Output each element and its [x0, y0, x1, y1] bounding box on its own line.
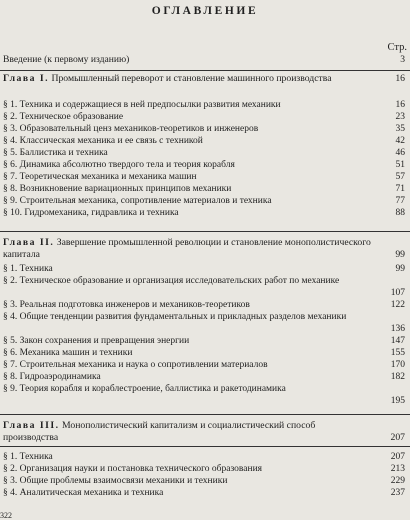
section-text: § 4. Классическая механика и ее связь с техникой — [3, 136, 203, 146]
section-entry — [3, 99, 405, 111]
section-text: § 10. Гидромеханика, гидравлика и техника — [3, 208, 179, 218]
intro-page: 3 — [400, 54, 405, 65]
section-entry — [3, 475, 405, 487]
section-entry — [3, 359, 405, 371]
divider — [0, 231, 410, 232]
section-page: 77 — [395, 196, 405, 206]
section-text: § 1. Техника — [3, 264, 53, 274]
section-page: 71 — [395, 184, 405, 194]
section-entry — [3, 299, 405, 311]
section-entry — [3, 487, 405, 499]
section-text: § 3. Образовательный ценз механиков-теоретиков и инженеров — [3, 124, 259, 134]
section-page: 35 — [395, 124, 405, 134]
section-page: 207 — [390, 452, 405, 462]
section-entry — [3, 183, 405, 195]
section-entry — [3, 171, 405, 183]
section-entry — [3, 159, 405, 171]
chapter-heading — [3, 73, 405, 85]
section-text: § 3. Общие проблемы взаимосвязи механики и техники — [3, 476, 228, 486]
section-entry — [3, 451, 405, 463]
section-page: 88 — [395, 208, 405, 218]
chapter-label: Глава I. — [3, 73, 50, 84]
section-page: 155 — [390, 348, 405, 358]
section-list — [3, 263, 405, 407]
section-entry — [3, 335, 405, 347]
section-entry — [3, 135, 405, 147]
section-text: § 2. Техническое образование — [3, 112, 124, 122]
section-page: 237 — [390, 488, 405, 498]
section-text: § 2. Организация науки и постановка технического образования — [3, 464, 263, 474]
section-entry — [3, 195, 405, 207]
toc-title: ОГЛАВЛЕНИЕ — [151, 5, 259, 17]
section-text: § 8. Гидроаэродинамика — [3, 372, 101, 382]
section-text: § 5. Баллистика и техника — [3, 148, 108, 158]
section-list — [3, 99, 405, 219]
section-text: § 1. Техника — [3, 452, 53, 462]
section-page: 42 — [395, 136, 405, 146]
section-text: § 9. Строительная механика, сопротивление материалов и техника — [3, 196, 272, 206]
section-text: § 8. Возникновение вариационных принципов механики — [3, 184, 232, 194]
divider — [0, 446, 410, 447]
section-text: § 6. Механика машин и техники — [3, 348, 133, 358]
section-page: 46 — [395, 148, 405, 158]
section-entry — [3, 311, 405, 335]
section-page: 16 — [395, 100, 405, 110]
section-text: § 7. Строительная механика и наука о сопротивлении материалов — [3, 360, 268, 370]
section-page: 147 — [390, 336, 405, 346]
section-page: 122 — [390, 300, 405, 310]
chapter-page: 207 — [390, 432, 405, 443]
section-text: § 1. Техника и содержащиеся в ней предпосылки развития механики — [3, 100, 281, 110]
section-text: § 4. Общие тенденции развития фундаментальных и прикладных разделов механики — [3, 312, 347, 322]
section-text: § 7. Теоретическая механика и механика машин — [3, 172, 197, 182]
section-entry — [3, 383, 405, 407]
section-entry — [3, 371, 405, 383]
divider — [0, 414, 410, 415]
section-page: 229 — [390, 476, 405, 486]
chapter-page: 16 — [395, 73, 405, 84]
chapter-label: Глава III. — [3, 420, 60, 431]
intro-text: Введение (к первому изданию) — [3, 54, 130, 65]
section-page: 57 — [395, 172, 405, 182]
page-column-header: Стр. — [387, 42, 407, 53]
section-page: 170 — [390, 360, 405, 370]
chapter-title: Промышленный переворот и становление машинного производства — [51, 73, 332, 84]
intro-entry — [3, 54, 405, 65]
chapter-page: 99 — [395, 249, 405, 260]
section-page: 99 — [395, 264, 405, 274]
section-page: 195 — [390, 396, 405, 406]
section-page: 107 — [390, 288, 405, 298]
section-list — [3, 451, 405, 499]
section-text: § 9. Теория корабля и кораблестроение, баллистика и ракетодинамика — [3, 384, 286, 394]
section-page: 136 — [390, 324, 405, 334]
section-entry — [3, 463, 405, 475]
section-page: 182 — [390, 372, 405, 382]
chapter-heading — [3, 420, 405, 444]
section-page: 51 — [395, 160, 405, 170]
section-text: § 5. Закон сохранения и превращения энергии — [3, 336, 190, 346]
section-text: § 4. Аналитическая механика и техника — [3, 488, 164, 498]
chapter-title: Монополистический капитализм и социалистический способ производства — [3, 420, 316, 443]
chapter-title: Завершение промышленной революции и становление монополистического капитала — [3, 237, 371, 260]
section-page: 23 — [395, 112, 405, 122]
section-entry — [3, 347, 405, 359]
section-entry — [3, 263, 405, 275]
section-text: § 6. Динамика абсолютно твердого тела и теория корабля — [3, 160, 235, 170]
section-page: 213 — [390, 464, 405, 474]
divider — [0, 70, 410, 71]
section-entry — [3, 207, 405, 219]
section-entry — [3, 123, 405, 135]
section-entry — [3, 275, 405, 299]
page-number: 322 — [0, 511, 12, 520]
chapter-label: Глава II. — [3, 237, 55, 248]
section-text: § 2. Техническое образование и организация исследовательских работ по механике — [3, 276, 340, 286]
section-text: § 3. Реальная подготовка инженеров и механиков-теоретиков — [3, 300, 250, 310]
chapter-heading — [3, 237, 405, 261]
section-entry — [3, 111, 405, 123]
section-entry — [3, 147, 405, 159]
